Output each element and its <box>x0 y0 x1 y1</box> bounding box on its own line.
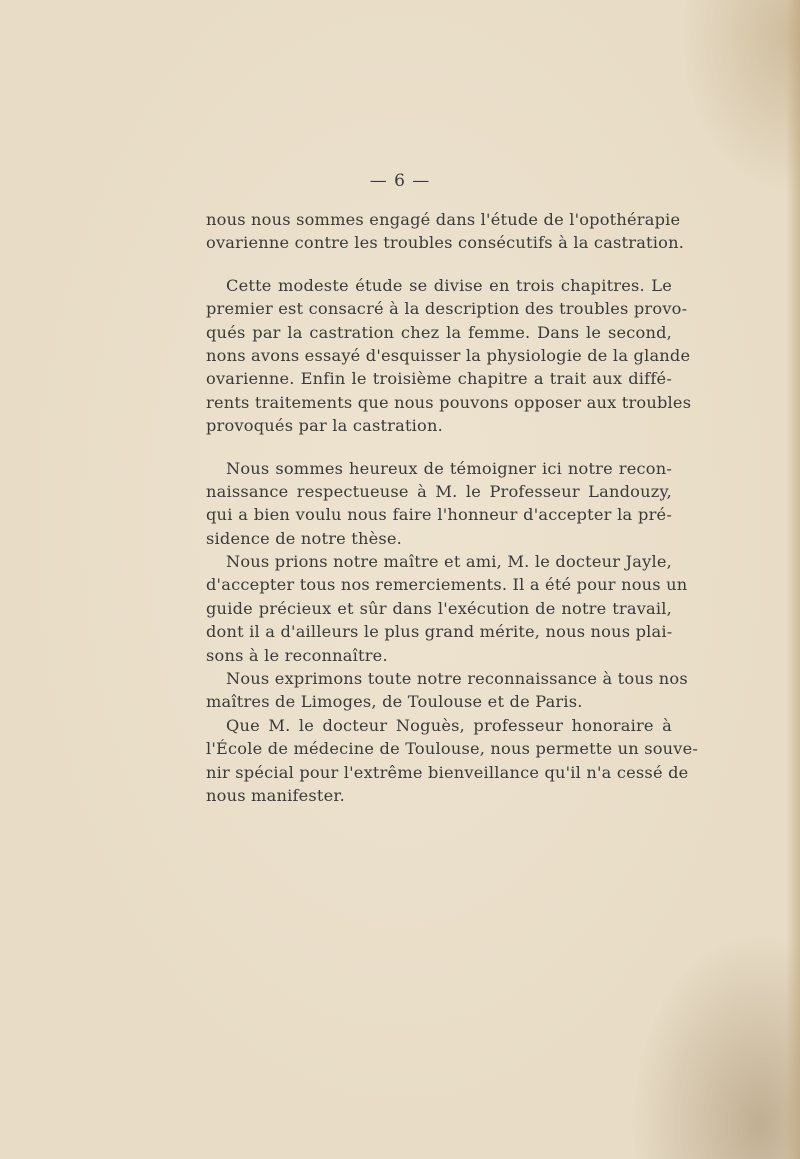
text-line: sidence de notre thèse. <box>206 528 403 548</box>
text-line: Nous exprimons toute notre reconnaissance à tous nos <box>226 669 688 689</box>
text-line: premier est consacré à la description des troubles provo- <box>206 299 688 319</box>
text-line: nons avons essayé d'esquisser la physiologie de la glande <box>206 345 691 365</box>
paragraph <box>206 550 688 667</box>
paragraph <box>206 457 672 551</box>
text-line: dont il a d'ailleurs le plus grand mérite, nous nous plai- <box>206 622 673 642</box>
text-line: nous nous sommes engagé dans l'étude de l'opothérapie <box>206 210 681 229</box>
text-line: sons à le reconnaître. <box>206 645 388 665</box>
text-line: d'accepter tous nos remerciements. Il a été pour nous un <box>206 575 688 595</box>
text-line: rents traitements que nous pouvons opposer aux troubles <box>206 392 692 412</box>
text-line: Nous prions notre maître et ami, M. le docteur Jayle, <box>226 552 672 572</box>
text-line: guide précieux et sûr dans l'exécution de notre travail, <box>206 598 672 618</box>
text-line: naissance respectueuse à M. le Professeur Landouzy, <box>206 481 672 501</box>
text-line: maîtres de Limoges, de Toulouse et de Paris. <box>206 692 583 712</box>
text-line: qui a bien voulu nous faire l'honneur d'accepter la pré- <box>206 505 672 525</box>
text-line: ovarienne. Enfin le troisième chapitre a trait aux diffé- <box>206 369 672 389</box>
text-line: nous manifester. <box>206 785 345 805</box>
text-line: provoqués par la castration. <box>206 416 443 436</box>
page-number: — 6 — <box>369 171 431 191</box>
paragraph <box>206 208 685 255</box>
text-line: nir spécial pour l'extrême bienveillance qu'il n'a cessé de <box>206 762 689 782</box>
paragraph <box>206 667 688 714</box>
text-body <box>206 208 699 807</box>
text-line: Nous sommes heureux de témoigner ici notre recon- <box>226 458 672 478</box>
paragraph <box>206 714 699 808</box>
text-line: qués par la castration chez la femme. Dans le second, <box>206 322 672 342</box>
paragraph <box>206 274 692 438</box>
text-line: ovarienne contre les troubles consécutifs à la castration. <box>206 233 685 253</box>
text-line: l'École de médecine de Toulouse, nous permette un souve- <box>206 739 699 759</box>
text-line: Que M. le docteur Noguès, professeur honoraire à <box>226 715 672 735</box>
text-line: Cette modeste étude se divise en trois chapitres. Le <box>226 275 672 295</box>
